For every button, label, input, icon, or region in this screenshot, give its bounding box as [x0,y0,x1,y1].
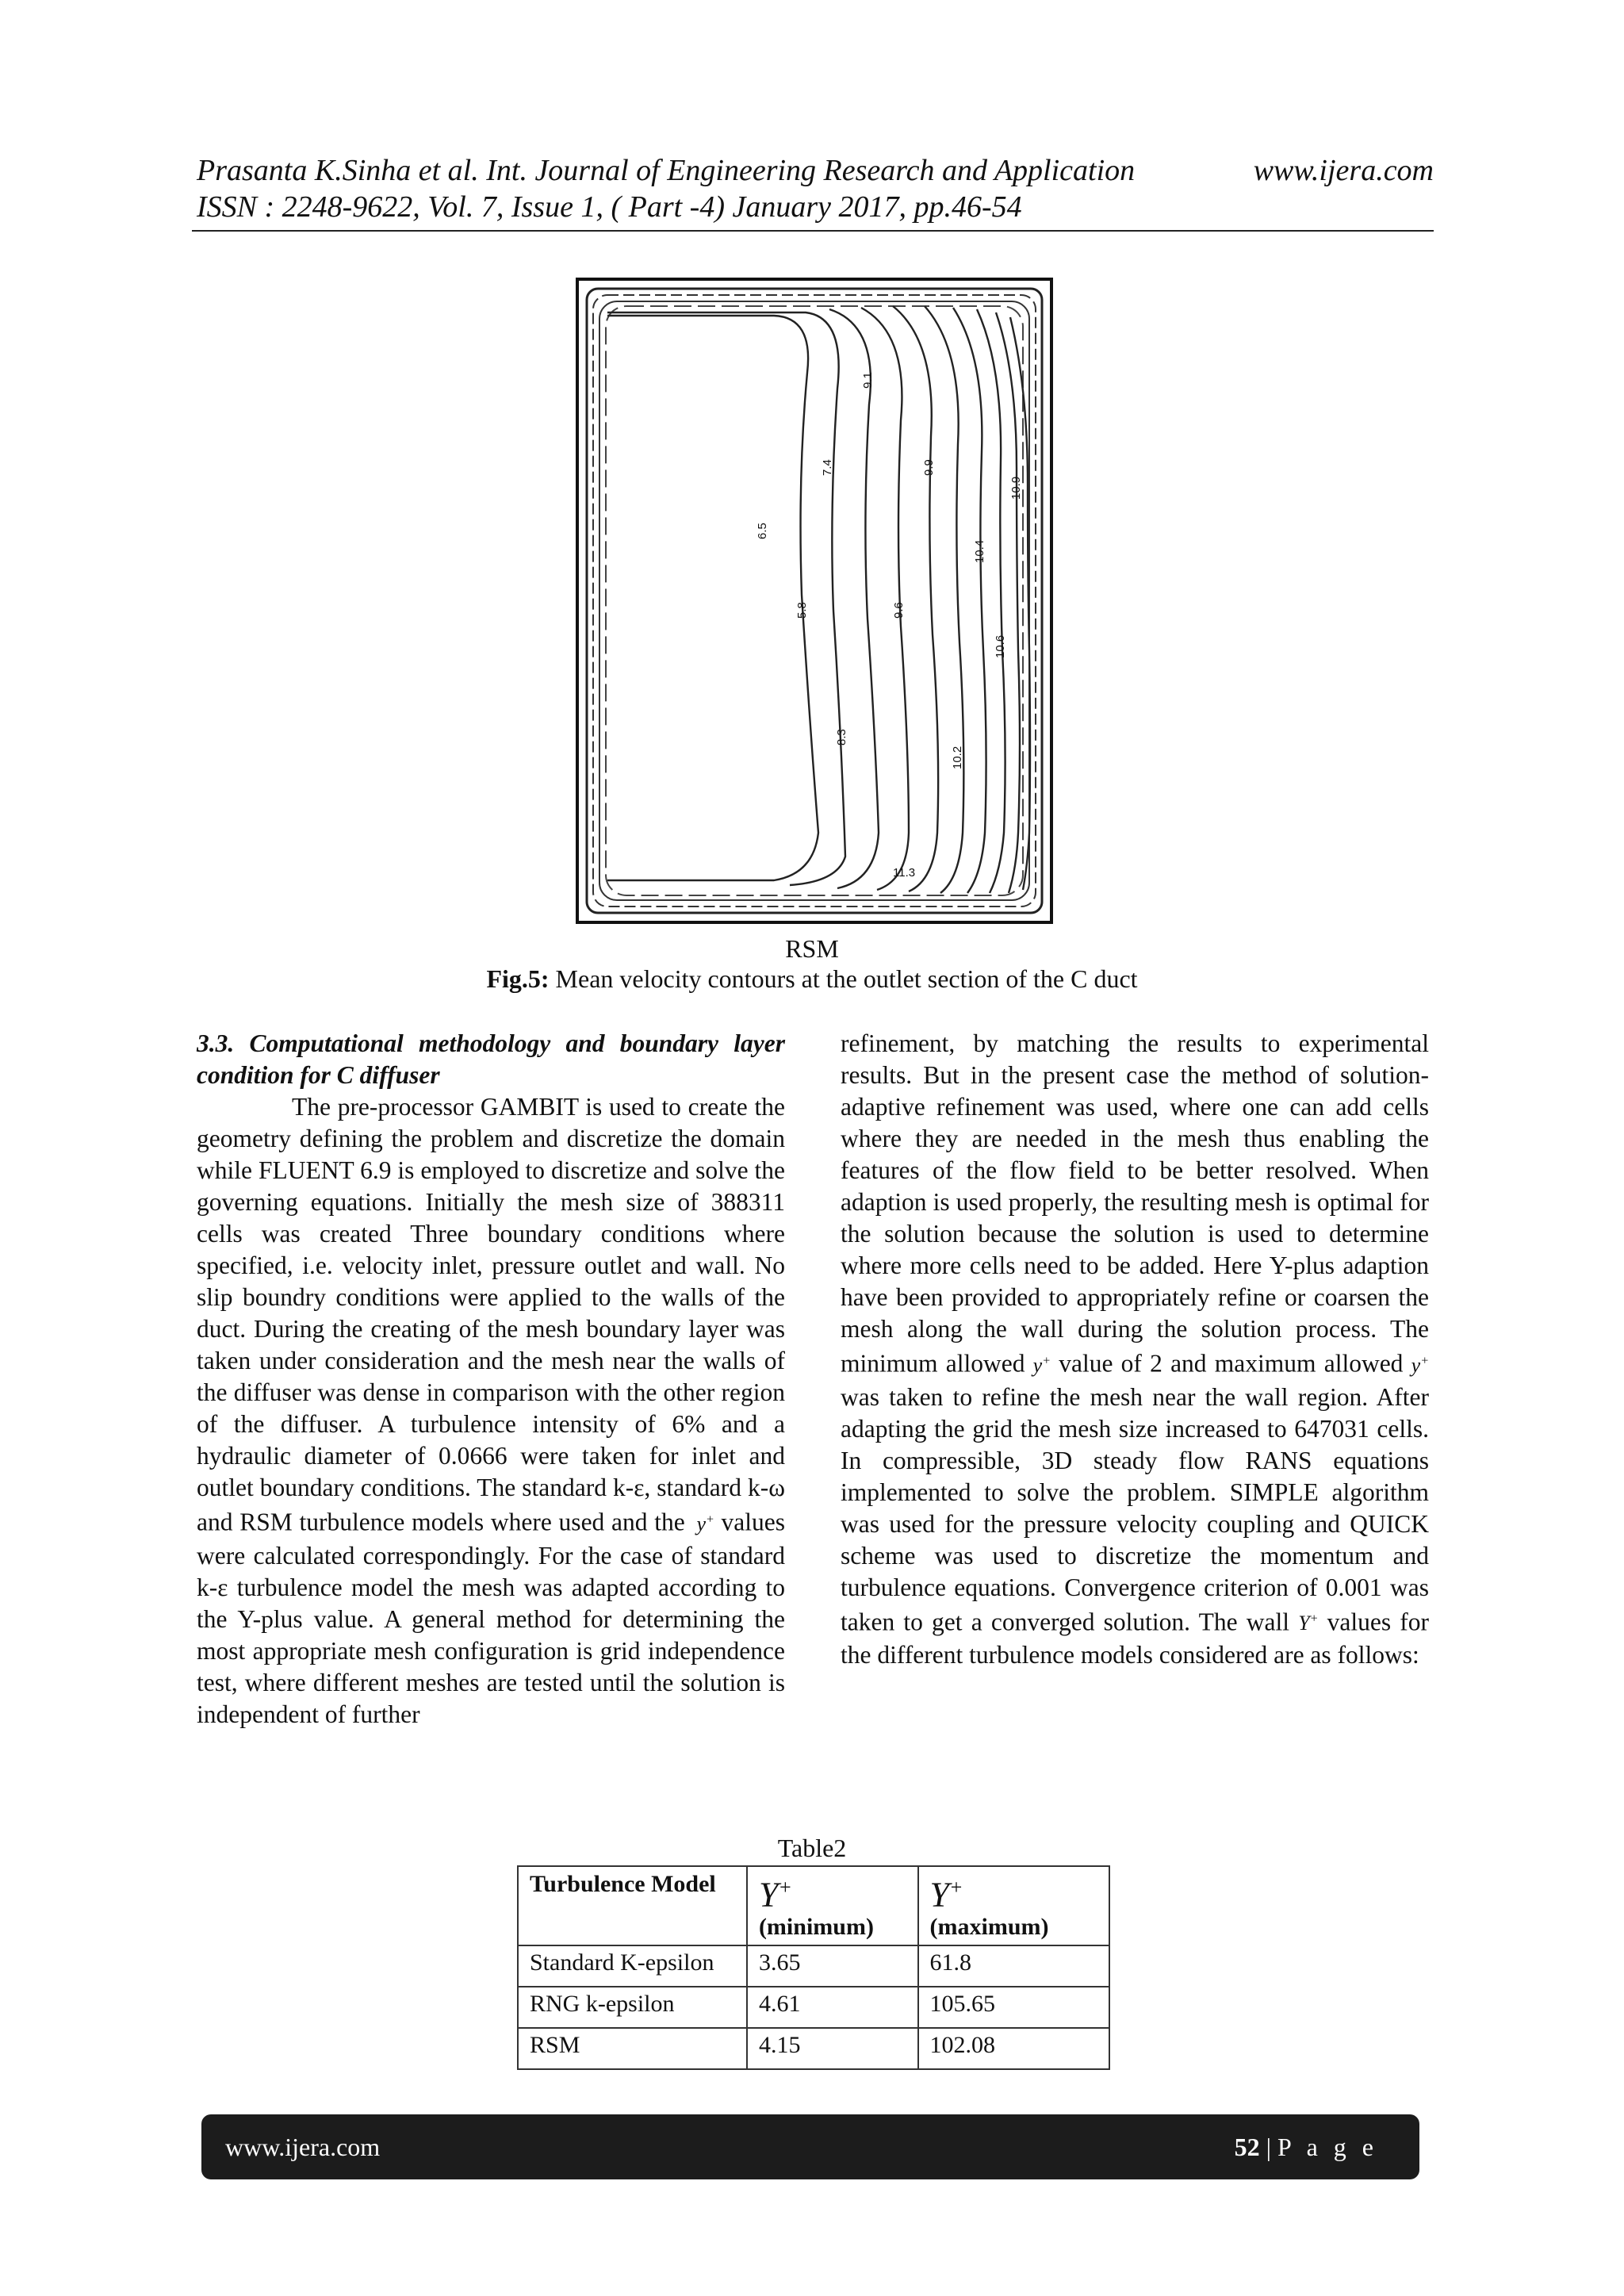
figure-caption [0,964,1624,994]
page-footer [201,2114,1419,2179]
cell-max: 61.8 [918,1945,1109,1987]
right-column [841,1028,1429,1671]
contour-label: 10.2 [951,746,964,769]
paragraph-text: value of 2 and maximum allowed [1051,1349,1411,1378]
body-paragraph [197,1091,785,1731]
cell-min: 4.61 [747,1987,918,2028]
table-row [518,2028,1109,2069]
page-number: 52 | P a g e [1234,2132,1378,2161]
figure-sublabel: RSM [785,934,839,963]
contour-label: 10.6 [994,634,1007,658]
issn-line: ISSN : 2248-9622, Vol. 7, Issue 1, ( Part -4) January 2017, pp.46-54 [197,190,1022,224]
header-max: Y+ (maximum) [918,1866,1109,1945]
header-rule [192,230,1434,232]
contour-label: 7.4 [821,459,834,476]
paragraph-text: was taken to refine the mesh near the wall region. After adapting the grid the mesh size increased to 647031 cells. In compressible, 3D steady flow RANS equations implemented to solve the problem. SIMPLE algorithm was used for the pressure velocity coupling and QUICK scheme was used to discretize the momentum and turbulence equations. Convergence criterion of 0.001 was taken to get a converged solution. The wall [841,1382,1429,1636]
yplus-table [517,1865,1110,2070]
cell-min: 3.65 [747,1945,918,1987]
contour-label: 9.6 [892,602,906,619]
section-heading: 3.3. Computational methodology and boundary layer condition for C diffuser [197,1029,785,1089]
journal-site: www.ijera.com [1253,154,1434,187]
contour-label: 8.3 [835,729,848,746]
contour-label: 9.9 [922,459,936,476]
paragraph-text: refinement, by matching the results to experimental results. But in the present case the method of solution-adaptive refinement was used, where one can add cells where they are needed in the mesh thus enabling the features of the flow field to be better resolved. When adaption is used properly, the resulting mesh is optimal for the solution because the solution is used to determine where more cells need to be added. Here Y-plus adaption have been provided to appropriately refine or coarsen the mesh along the wall during the solution process. The minimum allowed [841,1029,1429,1378]
cell-model: RNG k-epsilon [518,1987,747,2028]
paragraph-text: values for the different turbulence models considered are as follows: [841,1608,1429,1669]
left-column [197,1028,785,1731]
cell-min: 4.15 [747,2028,918,2069]
figure-caption-text: Mean velocity contours at the outlet section of the C duct [549,964,1138,993]
table-label: Table2 [777,1834,847,1862]
table-header-row [518,1866,1109,1945]
contour-label: 9.1 [861,372,875,389]
yplus-symbol: Y+ [1298,1612,1319,1635]
velocity-contour-figure [576,278,1053,924]
cell-max: 105.65 [918,1987,1109,2028]
contour-label: 10.4 [973,539,986,563]
paragraph-text: values were calculated correspondingly. For the case of standard k-ε turbulence model the mesh was adapted according to the Y-plus value. A general method for determining the most appropriate mesh configuration is grid independence test, where different meshes are tested until the solution is independent of further [197,1508,786,1728]
cell-model: RSM [518,2028,747,2069]
cell-max: 102.08 [918,2028,1109,2069]
contour-label: 5.8 [795,602,809,619]
figure-caption-label: Fig.5: [486,964,550,993]
table-row [518,1987,1109,2028]
footer-site: www.ijera.com [225,2132,381,2161]
paragraph-text: The pre-processor GAMBIT is used to create the geometry defining the problem and discretize the domain while FLUENT 6.9 is employed to discretize and solve the governing equations. Initially the mesh size of 388311 cells was created Three boundary conditions where specified, i.e. velocity inlet, pressure outlet and wall. No slip boundry conditions were applied to the walls of the duct. During the creating of the mesh boundary layer was taken under consideration and the mesh near the walls of the diffuser was dense in comparison with the other region of the diffuser. A turbulence intensity of 6% and a hydraulic diameter of 0.0666 were taken for inlet and outlet boundary conditions. The standard k-ε, standard k-ω and RSM turbulence models where used and the [197,1093,785,1536]
header-min: Y+ (minimum) [747,1866,918,1945]
contour-label: 10.9 [1009,476,1023,500]
table-row [518,1945,1109,1987]
header-model: Turbulence Model [518,1866,747,1945]
body-paragraph [841,1028,1429,1671]
journal-title: Prasanta K.Sinha et al. Int. Journal of Engineering Research and Application [197,154,1136,187]
contour-label: 6.5 [756,523,769,539]
yplus-symbol: y+ [1411,1353,1429,1377]
running-header [197,152,1434,225]
cell-model: Standard K-epsilon [518,1945,747,1987]
yplus-symbol: y+ [1032,1353,1051,1377]
contour-label: 11.3 [893,866,916,880]
yplus-symbol: y+ [696,1512,714,1535]
